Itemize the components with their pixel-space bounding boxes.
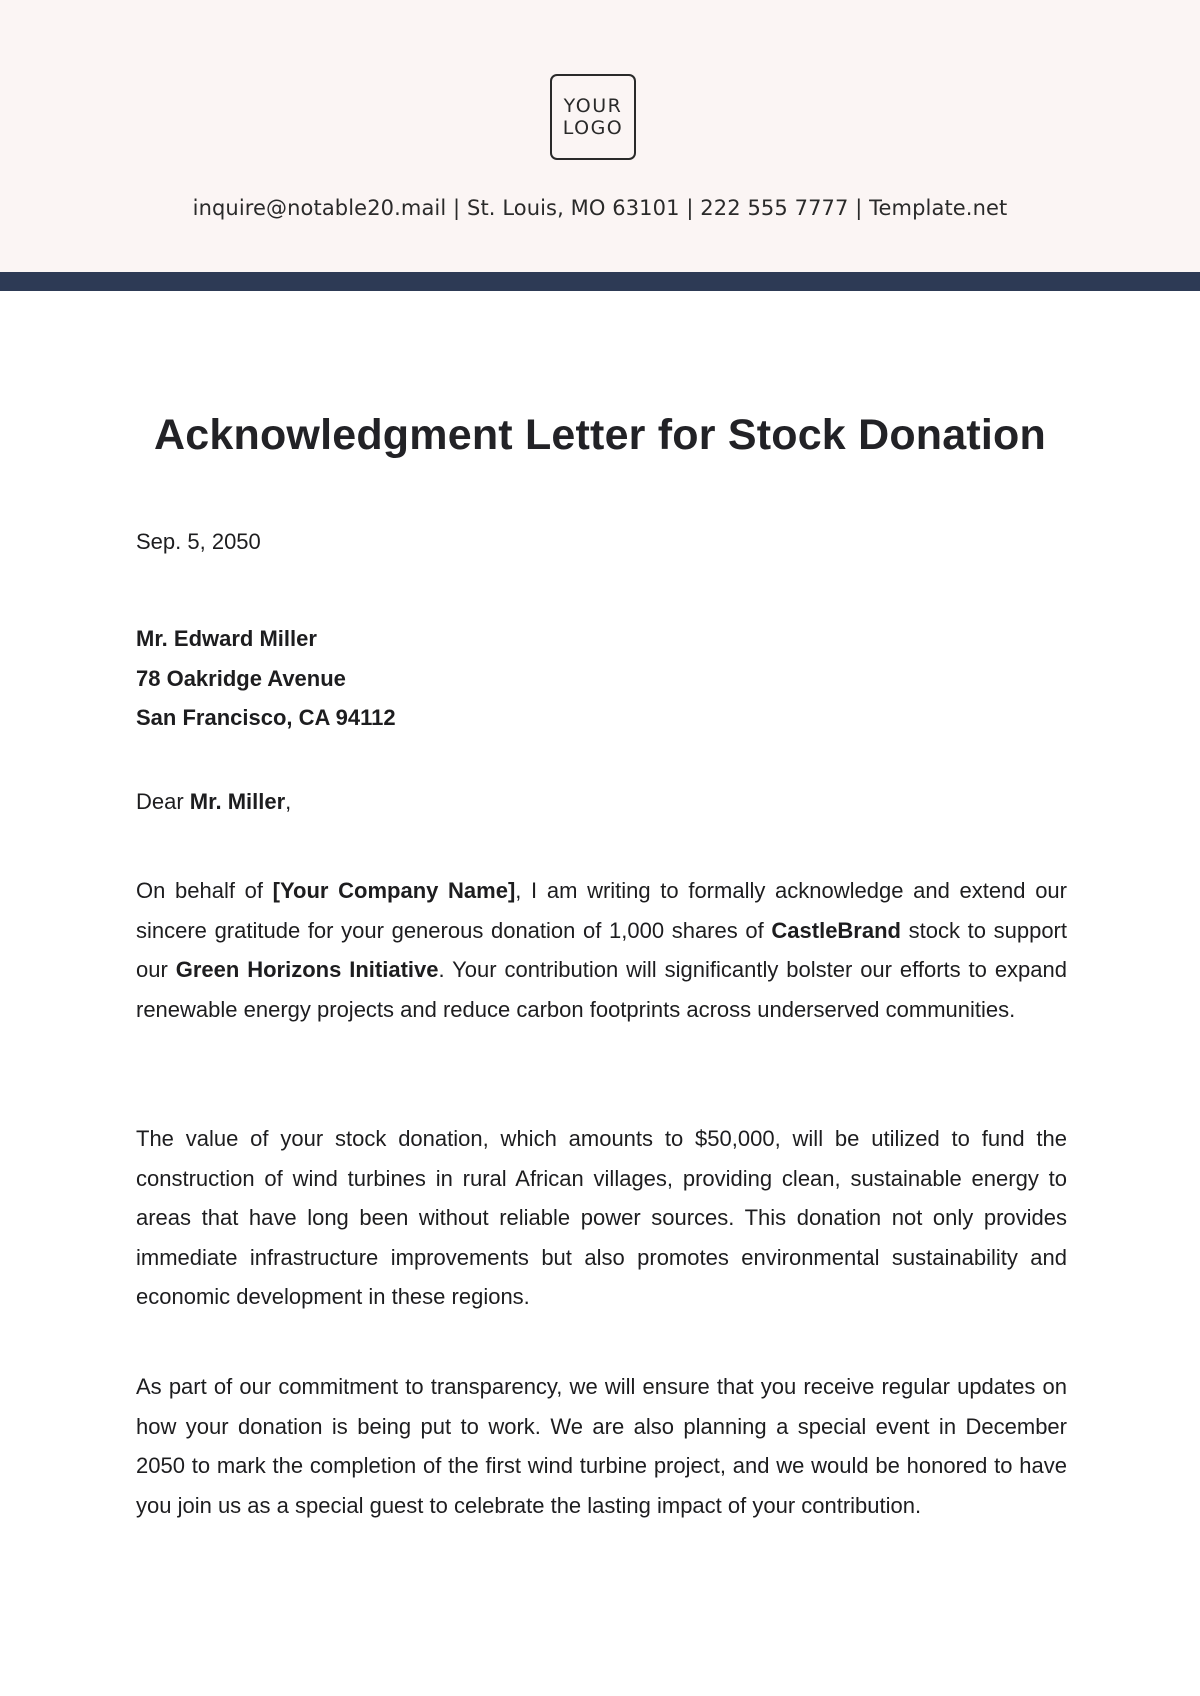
letterhead (0, 0, 1200, 272)
salutation (136, 789, 291, 815)
recipient-street: 78 Oakridge Avenue (136, 665, 346, 691)
paragraph-1-text-2: , I am writing to formally acknowledge and extend our sincere gratitude for your generous donation of 1,000 shares of (136, 878, 1067, 943)
paragraph-1-text-1: On behalf of (136, 878, 273, 903)
company-name-placeholder: [Your Company Name] (272, 878, 516, 903)
recipient-city: San Francisco, CA 94112 (136, 705, 396, 730)
stock-brand: CastleBrand (771, 917, 901, 943)
logo-line-1: YOUR (563, 95, 623, 117)
letter-date: Sep. 5, 2050 (136, 529, 261, 554)
header-divider (0, 272, 1200, 291)
paragraph-1-text-4: . Your contribution will significantly bolster our efforts to expand renewable energy projects and reduce carbon footprints across underserved communities. (136, 957, 1067, 1022)
recipient-name: Mr. Edward Miller (136, 626, 317, 651)
letter-title: Acknowledgment Letter for Stock Donation (154, 411, 1046, 459)
paragraph-3: As part of our commitment to transparency, we will ensure that you receive regular updates on how your donation is being put to work. We are also planning a special event in December 2050 to mark the completion of the first wind turbine project, and we would be honored to have you join us as a special guest to celebrate the lasting impact of your contribution. (136, 1374, 1067, 1518)
contact-info: inquire@notable20.mail | St. Louis, MO 63101 | 222 555 7777 | Template.net (192, 196, 1008, 220)
logo-line-2: LOGO (562, 117, 624, 139)
recipient-address (136, 619, 396, 738)
paragraph-2: The value of your stock donation, which amounts to $50,000, will be utilized to fund the construction of wind turbines in rural African villages, providing clean, sustainable energy to areas that have long been without reliable power sources. This donation not only provides immediate infrastructure improvements but also promotes environmental sustainability and economic development in these regions. (136, 1126, 1067, 1309)
initiative-name: Green Horizons Initiative (175, 957, 439, 982)
company-logo (550, 74, 636, 160)
paragraph-1-text-3: stock to support our (136, 917, 1067, 982)
salutation-suffix: , (285, 789, 292, 814)
salutation-prefix: Dear (136, 789, 190, 814)
salutation-name: Mr. Miller (189, 789, 286, 814)
paragraph-1 (136, 871, 1067, 1029)
